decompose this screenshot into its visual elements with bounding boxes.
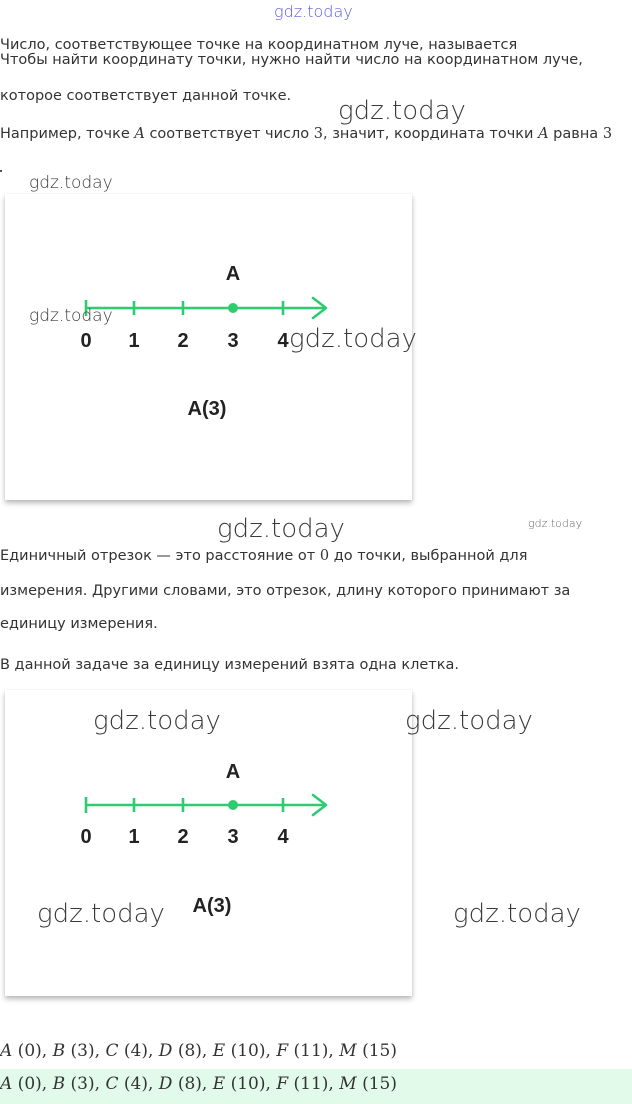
paragraph-4: В данной задаче за единицу измерений взята одна клетка. [0, 657, 459, 673]
pt-value: 10 [237, 1041, 259, 1061]
watermark-9: gdz.today [37, 899, 165, 929]
pt-name: F [276, 1041, 289, 1061]
pt-name: M [339, 1074, 357, 1094]
p2-num-3: 3 [313, 126, 323, 142]
diagram-caption: A(3) [187, 398, 227, 420]
p3-num-0: 0 [319, 548, 330, 564]
pt-value: 8 [184, 1074, 196, 1094]
pt-value: 15 [368, 1074, 391, 1094]
paragraph-3-line-3: единицу измерения. [0, 616, 158, 632]
answer-line-highlighted: A (0), B (3), C (4), D (8), E (10), F (11), M (15) [0, 1074, 397, 1094]
p2-num-3-2: 3 [602, 126, 613, 142]
pt-value: 3 [77, 1041, 88, 1061]
pt-value: 10 [237, 1074, 259, 1094]
watermark-1: gdz.today [338, 96, 466, 126]
point-a-dot [228, 800, 238, 810]
pt-name: E [212, 1041, 226, 1061]
p2-prefix: Например, точке [0, 126, 135, 142]
pt-value: 0 [24, 1041, 36, 1061]
pt-name: B [52, 1074, 66, 1094]
intro-cut-text: Число, соответствующее точке на координатном луче, называется [0, 37, 518, 53]
pt-value: 8 [184, 1041, 196, 1061]
watermark-4: gdz.today [289, 324, 417, 354]
tick-label-3: 3 [227, 826, 239, 848]
paragraph-3-line-2: измерения. Другими словами, это отрезок, длину которого принимают за [0, 583, 571, 599]
tick-label-0: 0 [80, 826, 92, 848]
answer-line: A (0), B (3), C (4), D (8), E (10), F (11), M (15) [0, 1041, 397, 1061]
p2-mid2: , значит, координата точки [323, 126, 539, 142]
tick-label-4: 4 [277, 330, 289, 352]
pt-name: F [276, 1074, 289, 1094]
pt-name: D [158, 1074, 173, 1094]
pt-value: 4 [130, 1041, 142, 1061]
watermark-6: gdz.today [528, 517, 583, 530]
watermark-8: gdz.today [405, 706, 533, 736]
tick-label-4: 4 [277, 826, 289, 848]
watermark-5: gdz.today [217, 514, 345, 544]
pt-name: A [0, 1074, 13, 1094]
tick-label-3: 3 [227, 330, 239, 352]
paragraph-3-line-1 [0, 546, 527, 566]
watermark-10: gdz.today [453, 899, 581, 929]
watermark-top: gdz.today [274, 2, 353, 21]
point-label-a: A [225, 761, 241, 783]
watermark-2: gdz.today [29, 173, 113, 193]
watermark-3: gdz.today [29, 306, 113, 326]
pt-value: 0 [24, 1074, 36, 1094]
paragraph-2 [0, 124, 612, 144]
tick-label-2: 2 [177, 330, 189, 352]
pt-name: D [158, 1041, 173, 1061]
pt-value: 15 [368, 1041, 391, 1061]
p2-mid3: равна [548, 126, 603, 142]
pt-name: C [105, 1041, 119, 1061]
paragraph-1-line-1: Чтобы найти координату точки, нужно найти число на координатном луче, [0, 52, 583, 68]
tick-label-2: 2 [177, 826, 189, 848]
tick-label-1: 1 [128, 826, 140, 848]
point-label-a: A [225, 263, 241, 285]
pt-name: E [212, 1074, 226, 1094]
p2-var-a-2: A [538, 126, 549, 142]
tick-label-0: 0 [80, 330, 92, 352]
pt-name: B [52, 1041, 66, 1061]
pt-value: 3 [77, 1074, 88, 1094]
p2-mid1: соответствует число [144, 126, 314, 142]
pt-value: 4 [130, 1074, 142, 1094]
diagram-caption: A(3) [192, 895, 232, 917]
pt-value: 11 [300, 1041, 322, 1061]
stray-dot [0, 170, 2, 172]
watermark-7: gdz.today [93, 706, 221, 736]
intro-cut-line [0, 35, 518, 53]
pt-value: 11 [300, 1074, 322, 1094]
pt-name: A [0, 1041, 13, 1061]
p3-suffix: до точки, выбранной для [329, 548, 528, 564]
tick-label-1: 1 [128, 330, 140, 352]
pt-name: M [339, 1041, 357, 1061]
p3-prefix: Единичный отрезок — это расстояние от [0, 548, 320, 564]
p2-var-a: A [134, 126, 145, 142]
paragraph-1-line-2: которое соответствует данной точке. [0, 88, 292, 104]
pt-name: C [105, 1074, 119, 1094]
point-a-dot [228, 303, 238, 313]
